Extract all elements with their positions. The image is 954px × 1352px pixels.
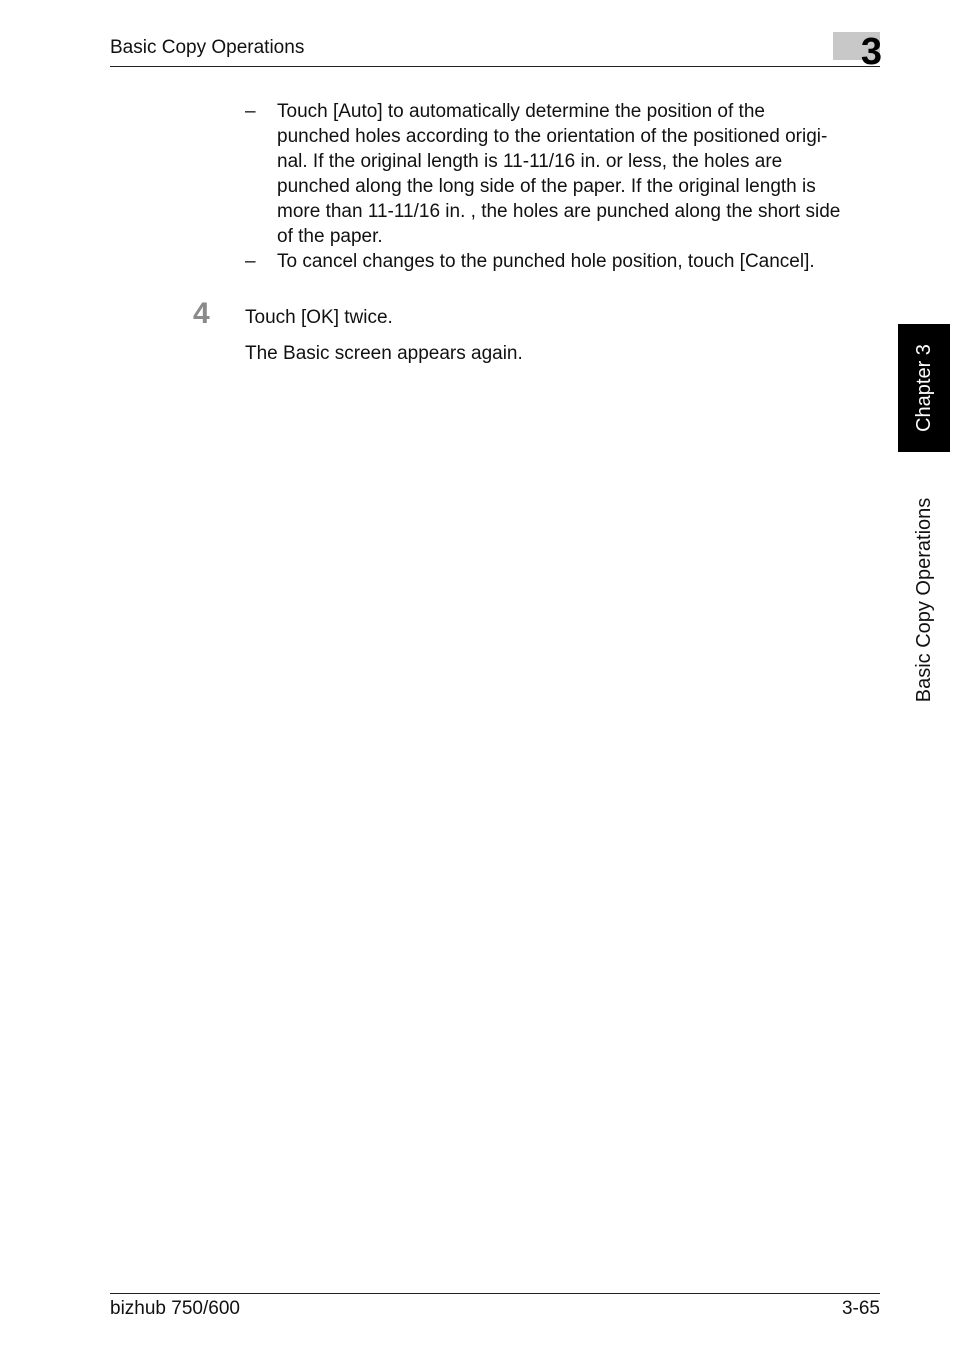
bullet-line: of the paper. (277, 226, 383, 247)
chapter-side-tab-label: Chapter 3 (913, 344, 935, 432)
bullet-line: Touch [Auto] to automatically determine the position of the (277, 101, 765, 122)
bullet-dash: – (245, 101, 256, 122)
header-rule (110, 66, 880, 67)
bullet-item-auto (245, 99, 885, 249)
bullet-line: To cancel changes to the punched hole position, touch [Cancel]. (277, 251, 815, 272)
section-side-label-text: Basic Copy Operations (913, 497, 935, 703)
header-title: Basic Copy Operations (110, 37, 305, 58)
step-instruction: Touch [OK] twice. (245, 307, 393, 328)
footer-rule (110, 1293, 880, 1294)
footer-product: bizhub 750/600 (110, 1298, 240, 1319)
chapter-side-tab (898, 324, 950, 452)
step-result: The Basic screen appears again. (245, 343, 523, 364)
bullet-line: nal. If the original length is 11-11/16 in. or less, the holes are (277, 151, 783, 172)
section-side-label (898, 470, 950, 730)
step-number: 4 (193, 297, 210, 330)
footer-page-number: 3-65 (841, 1298, 880, 1319)
bullet-line: punched holes according to the orientation of the positioned origi- (277, 126, 828, 147)
bullet-item-cancel (245, 249, 885, 274)
bullet-line: punched along the long side of the paper. If the original length is (277, 176, 816, 197)
bullet-line: more than 11-11/16 in. , the holes are punched along the short side (277, 201, 841, 222)
bullet-dash: – (245, 251, 256, 272)
chapter-number: 3 (860, 31, 882, 73)
bullet-list (245, 99, 885, 274)
